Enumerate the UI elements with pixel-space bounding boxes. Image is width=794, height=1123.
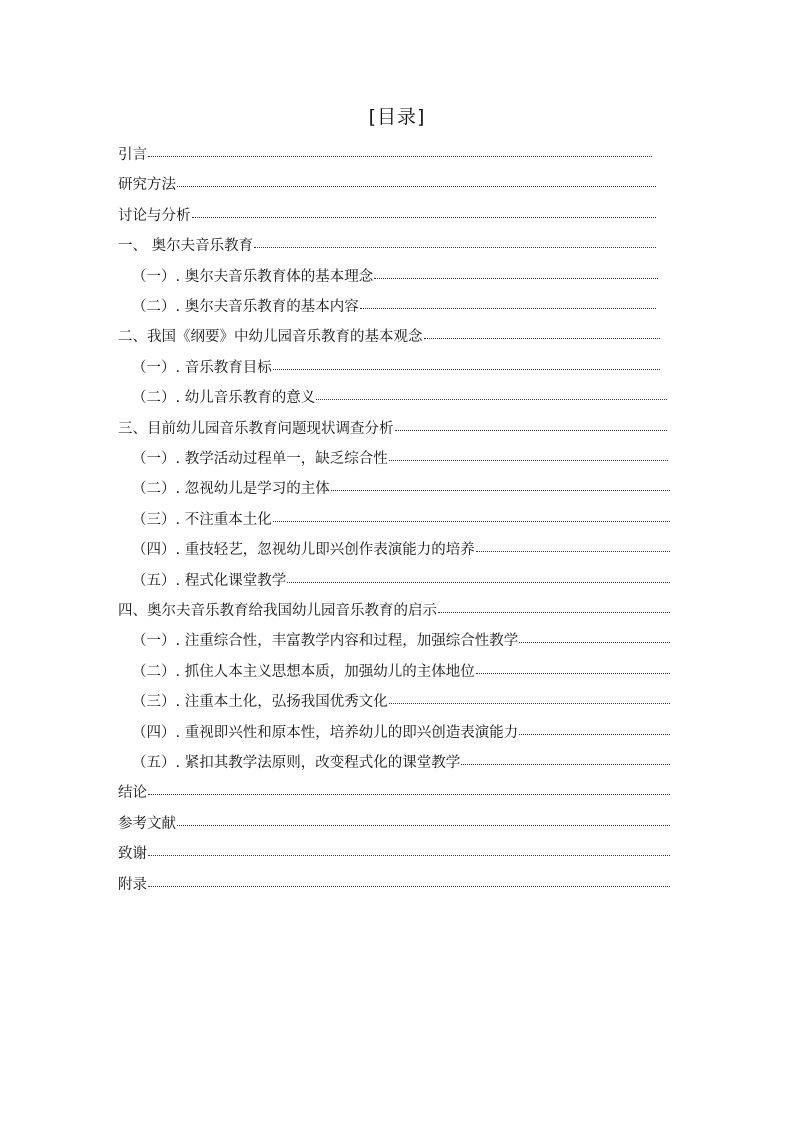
toc-entry[interactable] <box>118 842 670 864</box>
toc-entry[interactable] <box>132 569 670 591</box>
dot-leader <box>177 810 670 826</box>
toc-entry[interactable] <box>132 447 668 469</box>
dot-leader <box>438 597 670 613</box>
toc-entry-label: 研究方法 <box>118 177 176 193</box>
toc-entry[interactable] <box>132 538 670 560</box>
toc-entry-label: （一）. 奥尔夫音乐教育体的基本理念 <box>132 269 374 285</box>
toc-entry-label: 讨论与分析 <box>118 208 191 224</box>
toc-entry[interactable] <box>132 629 670 651</box>
toc-entry[interactable] <box>132 356 660 378</box>
toc-entry-label: （一）. 注重综合性，丰富教学内容和过程，加强综合性教学 <box>132 633 519 649</box>
toc-entry-label: （三）. 不注重本土化 <box>132 512 272 528</box>
toc-entry-label: （四）. 重视即兴性和原本性，培养幼儿的即兴创造表演能力 <box>132 725 519 741</box>
dot-leader <box>360 293 656 309</box>
toc-entry-label: 三、目前幼儿园音乐教育问题现状调查分析 <box>118 421 394 437</box>
dot-leader <box>389 445 668 461</box>
dot-leader <box>374 263 658 279</box>
dot-leader <box>395 415 668 431</box>
toc-entry[interactable] <box>118 325 660 347</box>
dot-leader <box>273 354 660 370</box>
toc-entry[interactable] <box>132 295 656 317</box>
toc-entry[interactable] <box>118 873 670 895</box>
toc-entry-label: 附录 <box>118 877 147 893</box>
dot-leader <box>476 536 670 552</box>
toc-entry-label: 结论 <box>118 785 147 801</box>
toc-entry[interactable] <box>118 234 656 256</box>
dot-leader <box>148 141 652 157</box>
dot-leader <box>389 688 670 704</box>
dot-leader <box>461 749 670 765</box>
toc-entry-label: （二）. 奥尔夫音乐教育的基本内容 <box>132 299 359 315</box>
toc-entry[interactable] <box>132 721 670 743</box>
toc-entry[interactable] <box>132 660 670 682</box>
toc-entry[interactable] <box>132 386 667 408</box>
toc-title: [目录] <box>368 106 426 128</box>
dot-leader <box>424 323 661 339</box>
toc-entry-label: （五）. 程式化课堂教学 <box>132 573 287 589</box>
toc-entry[interactable] <box>118 781 670 803</box>
toc-entry-label: （五）. 紧扣其教学法原则，改变程式化的课堂教学 <box>132 755 461 771</box>
toc-entry[interactable] <box>118 173 656 195</box>
toc-entry-label: （二）. 抓住人本主义思想本质，加强幼儿的主体地位 <box>132 664 475 680</box>
toc-entry[interactable] <box>118 417 667 439</box>
toc-entry-label: 参考文献 <box>118 816 176 832</box>
dot-leader <box>519 719 670 735</box>
dot-leader <box>177 171 656 187</box>
toc-entry-label: 二、我国《纲要》中幼儿园音乐教育的基本观念 <box>118 329 423 345</box>
toc-entry-label: （二）. 忽视幼儿是学习的主体 <box>132 481 330 497</box>
toc-entry[interactable] <box>132 265 658 287</box>
toc-entry-label: 一、 奥尔夫音乐教育 <box>118 238 254 254</box>
dot-leader <box>316 384 667 400</box>
toc-entry[interactable] <box>132 477 670 499</box>
toc-entry-label: 引言 <box>118 147 147 163</box>
toc-entry-label: （三）. 注重本土化，弘扬我国优秀文化 <box>132 694 388 710</box>
dot-leader <box>331 475 670 491</box>
toc-entry[interactable] <box>132 690 670 712</box>
toc-entry[interactable] <box>118 812 670 834</box>
dot-leader <box>476 658 670 674</box>
dot-leader <box>254 232 656 248</box>
toc-entry-label: 四、奥尔夫音乐教育给我国幼儿园音乐教育的启示 <box>118 603 437 619</box>
dot-leader <box>192 202 657 218</box>
dot-leader <box>148 840 670 856</box>
toc-entry[interactable] <box>132 508 670 530</box>
toc-entry-label: 致谢 <box>118 846 147 862</box>
dot-leader <box>148 871 670 887</box>
dot-leader <box>519 627 670 643</box>
toc-entry-label: （二）. 幼儿音乐教育的意义 <box>132 390 316 406</box>
toc-entry-label: （四）. 重技轻艺，忽视幼儿即兴创作表演能力的培养 <box>132 542 475 558</box>
toc-entry[interactable] <box>118 143 652 165</box>
toc-entry[interactable] <box>118 204 656 226</box>
toc-entry[interactable] <box>132 751 670 773</box>
dot-leader <box>273 506 670 522</box>
dot-leader <box>148 779 670 795</box>
toc-entry-label: （一）. 音乐教育目标 <box>132 360 272 376</box>
toc-entry-label: （一）. 教学活动过程单一，缺乏综合性 <box>132 451 388 467</box>
toc-entry[interactable] <box>118 599 670 621</box>
dot-leader <box>287 567 670 583</box>
